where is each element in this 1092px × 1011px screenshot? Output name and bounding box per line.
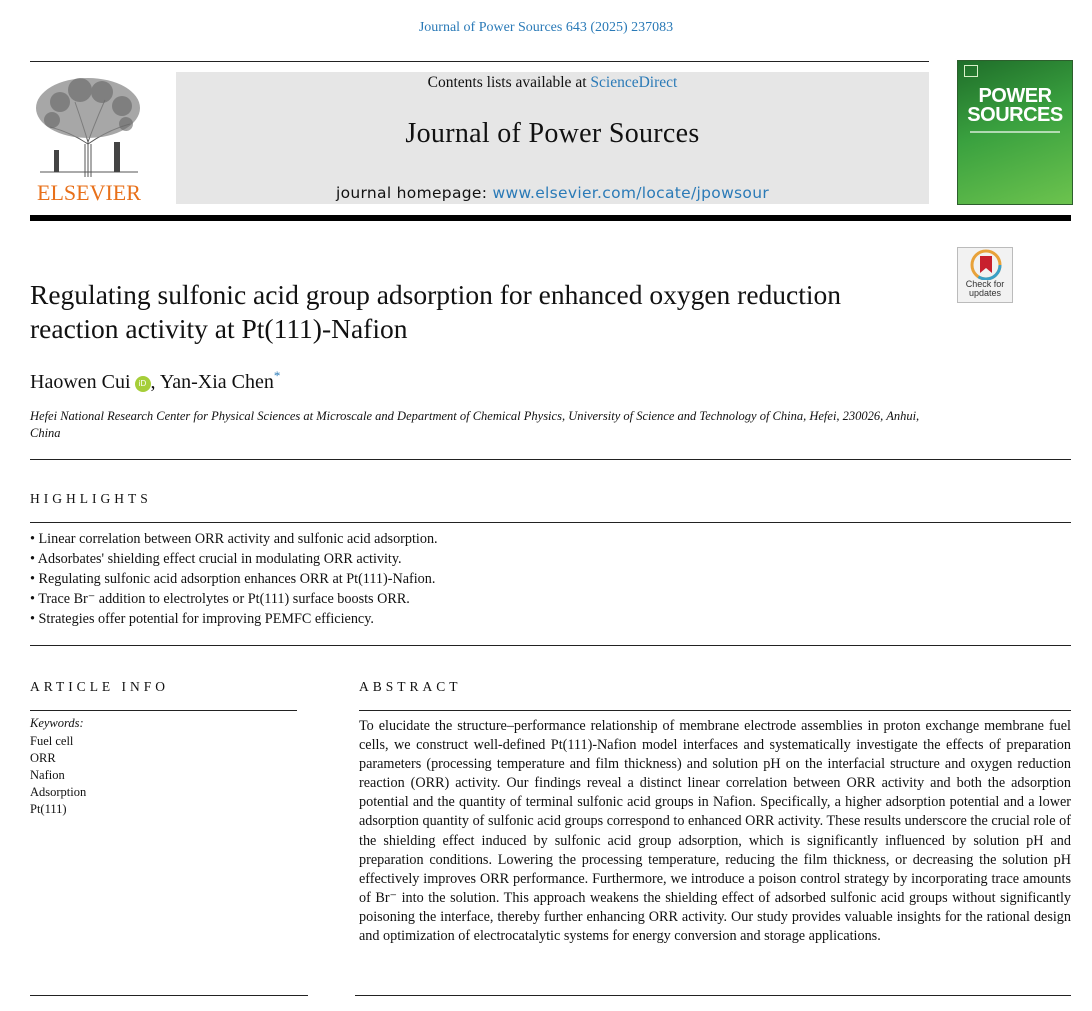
abstract-rule <box>359 710 1071 711</box>
abstract-heading: ABSTRACT <box>359 679 462 694</box>
keyword: Nafion <box>30 768 65 782</box>
affiliation-rule <box>30 459 1071 460</box>
keywords-list <box>30 733 86 818</box>
journal-title: Journal of Power Sources <box>405 118 700 149</box>
elsevier-logo <box>30 72 148 206</box>
abstract-text: To elucidate the structure–performance relationship of membrane electrode assemblies in proton exchange membrane fuel cells, we construct well-defined Pt(111)-Nafion model interfaces and systematically investigate the effects of preparation parameters (processing temperature and film thickness) and solution pH on the interfacial structure and oxygen reduction reaction (ORR) activity. Our findings reveal a distinct linear correlation between ORR activity and both the adsorption potential and the quantity of terminal sulfonic acid groups in Nafion. Specifically, a higher adsorption potential and a lower adsorption quantity of sulfonic acid groups correspond to enhanced ORR activity. These results underscore the crucial role of the shielding effect induced by sulfonic acid group adsorption, which is significantly influenced by solution pH and preparation conditions. Lowering the processing temperature, reducing the film thickness, or decreasing the solution pH effectively improves ORR performance. Furthermore, we introduce a poison control strategy by incorporating trace amounts of Br⁻ into the solution. This approach weakens the shielding effect of adsorbed sulfonic acid groups without significantly poisoning the interface, thereby further enhancing ORR activity. Our study provides valuable insights for the rational design and optimization of electrocatalytic systems for energy conversion and storage applications. <box>359 718 1071 945</box>
orcid-icon[interactable]: iD <box>135 376 151 392</box>
cover-title-line2: SOURCES <box>967 104 1063 126</box>
keyword: ORR <box>30 751 56 765</box>
author-name[interactable]: Yan-Xia Chen <box>159 371 274 393</box>
homepage-link[interactable]: www.elsevier.com/locate/jpowsour <box>492 184 769 202</box>
tree-icon <box>30 72 148 180</box>
cover-divider <box>970 131 1060 133</box>
check-line1: Check for <box>965 279 1005 289</box>
check-for-updates-button[interactable] <box>957 247 1013 303</box>
elsevier-wordmark: ELSEVIER <box>37 180 141 205</box>
highlights-bottom-rule <box>30 645 1071 646</box>
keyword: Adsorption <box>30 785 87 799</box>
header-rule <box>30 61 929 62</box>
check-for-updates-label <box>958 280 1012 298</box>
highlights-rule <box>30 522 1071 523</box>
highlight-item: • Adsorbates' shielding effect crucial in modulating ORR activity. <box>30 551 402 567</box>
highlights-list <box>30 529 930 629</box>
highlight-item: • Strategies offer potential for improving PEMFC efficiency. <box>30 611 374 627</box>
homepage-prefix: journal homepage: <box>336 184 493 202</box>
keyword: Pt(111) <box>30 802 67 816</box>
journal-cover-thumbnail[interactable] <box>957 60 1073 205</box>
journal-citation[interactable]: Journal of Power Sources 643 (2025) 237083 <box>418 20 674 35</box>
cover-title <box>958 87 1072 125</box>
highlight-item: • Regulating sulfonic acid adsorption enhances ORR at Pt(111)-Nafion. <box>30 571 436 587</box>
contents-prefix: Contents lists available at <box>427 74 591 91</box>
sciencedirect-link[interactable]: ScienceDirect <box>590 74 678 91</box>
corresponding-author-mark[interactable]: * <box>273 368 281 383</box>
journal-masthead <box>176 72 929 204</box>
masthead-rule <box>30 215 1071 221</box>
article-info-heading: ARTICLE INFO <box>30 679 170 694</box>
article-title: Regulating sulfonic acid group adsorption for enhanced oxygen reduction reaction activity at Pt(111)-Nafion <box>30 279 842 344</box>
keyword: Fuel cell <box>30 734 74 748</box>
article-info-bottom-rule <box>30 995 308 996</box>
homepage-line <box>176 184 929 202</box>
author-name[interactable]: Haowen Cui <box>30 371 131 393</box>
article-info-rule <box>30 710 297 711</box>
author-list <box>30 368 280 394</box>
cover-title-line1: POWER <box>978 85 1052 107</box>
highlight-item: • Trace Br⁻ addition to electrolytes or Pt(111) surface boosts ORR. <box>30 591 410 607</box>
highlight-item: • Linear correlation between ORR activity and sulfonic acid adsorption. <box>30 531 438 547</box>
affiliation: Hefei National Research Center for Physical Sciences at Microscale and Department of Chemical Physics, University of Science and Technology of China, Hefei, 230026, Anhui, China <box>30 409 920 440</box>
highlights-heading: HIGHLIGHTS <box>30 491 152 506</box>
keywords-label: Keywords: <box>30 716 84 730</box>
author-separator: , <box>150 371 160 393</box>
contents-line <box>176 74 929 92</box>
bookmark-badge-icon <box>958 248 1014 280</box>
abstract-bottom-rule <box>355 995 1071 996</box>
cover-logo-icon <box>964 65 978 77</box>
check-line2: updates <box>968 288 1002 298</box>
